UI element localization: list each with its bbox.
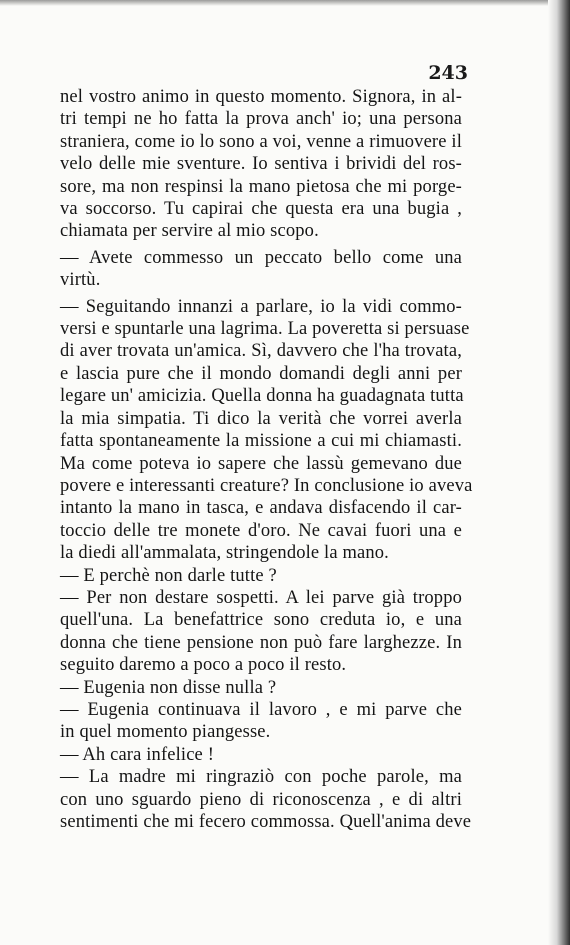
text-line: legare un' amicizia. Quella donna ha guadagnata tutta <box>60 386 464 407</box>
text-line: intanto la mano in tasca, e andava disfacendo il car- <box>60 498 462 519</box>
text-line: Ma come poteva io sapere che lassù gemevano due <box>60 453 462 474</box>
body-text <box>60 86 473 833</box>
text-line: nel vostro animo in questo momento. Signora, in al- <box>60 87 462 107</box>
page-top-edge-shadow <box>0 0 570 6</box>
text-line: — Ah cara infelice ! <box>60 744 215 765</box>
text-line: e lascia pure che il mondo domandi degli anni per <box>60 363 462 384</box>
text-line: quell'una. La benefattrice sono creduta io, e una <box>60 610 462 631</box>
text-line: velo delle mie sventure. Io sentiva i brividi del ros- <box>60 154 462 175</box>
text-line: — Per non destare sospetti. A lei parve già troppo <box>60 587 462 608</box>
text-line: — La madre mi ringraziò con poche parole, ma <box>60 767 462 788</box>
text-line: povere e interessanti creature? In conclusione io aveva <box>60 475 473 496</box>
text-line: va soccorso. Tu capirai che questa era una bugia , <box>60 199 462 220</box>
text-line: con uno sguardo pieno di riconoscenza , e di altri <box>60 789 462 810</box>
text-line: virtù. <box>60 270 101 291</box>
page-number: 243 <box>428 62 468 84</box>
text-line: chiamata per servire al mio scopo. <box>60 221 319 242</box>
text-line: straniera, come io lo sono a voi, venne a rimuovere il <box>60 131 462 152</box>
text-line: — Avete commesso un peccato bello come una <box>60 247 462 268</box>
text-line: di aver trovata un'amica. Sì, davvero che l'ha trovata, <box>60 341 462 362</box>
text-line: — Seguitando innanzi a parlare, io la vidi commo- <box>60 296 462 317</box>
text-line: tri tempi ne ho fatta la prova anch' io; una persona <box>60 109 462 130</box>
text-line: — Eugenia continuava il lavoro , e mi parve che <box>60 699 462 720</box>
text-line: la mia simpatia. Ti dico la verità che vorrei averla <box>60 408 462 429</box>
text-line: sore, ma non respinsi la mano pietosa che mi porge- <box>60 176 462 197</box>
text-line: la diedi all'ammalata, stringendole la mano. <box>60 543 389 564</box>
text-line: sentimenti che mi fecero commossa. Quell'anima deve <box>60 812 472 832</box>
text-line: — E perchè non darle tutte ? <box>60 565 277 586</box>
text-line: seguito daremo a poco a poco il resto. <box>60 655 347 676</box>
text-line: in quel momento piangesse. <box>60 722 271 743</box>
text-line: — Eugenia non disse nulla ? <box>60 677 277 698</box>
page-binding-shadow <box>548 0 570 945</box>
text-line: versi e spuntarle una lagrima. La poveretta si persuase <box>60 319 470 340</box>
text-line: fatta spontaneamente la missione a cui mi chiamasti. <box>60 431 462 452</box>
text-line: toccio delle tre monete d'oro. Ne cavai fuori una e <box>60 520 462 541</box>
text-line: donna che tiene pensione non può fare larghezze. In <box>60 632 462 653</box>
